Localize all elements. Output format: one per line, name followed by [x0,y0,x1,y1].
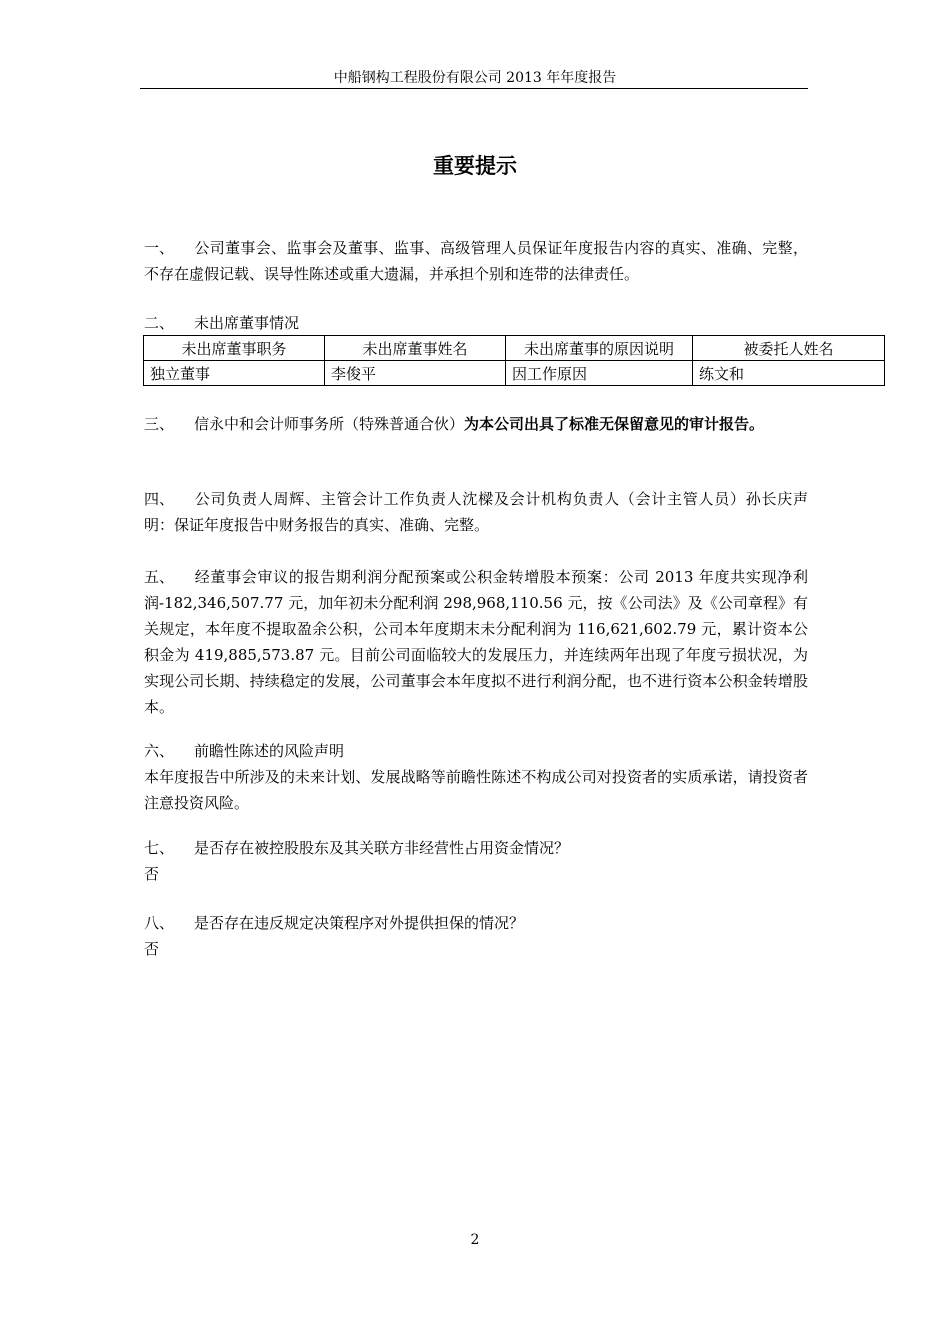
section-6-heading: 前瞻性陈述的风险声明 [194,742,345,760]
section-5-text: 经董事会审议的报告期利润分配预案或公积金转增股本预案：公司 2013 年度共实现净利润-182,346,507.77 元，加年初未分配利润 298,968,110.56 元，按《公司法》及《公司章程》有关规定，本年度不提取盈余公积，公司本年度期末未分配利润为 116,621,602.79 元，累计资本公积金为 419,885,573.87 元。目前公司面临较大的发展压力，并连续两年出现了年度亏损状况，为实现公司长期、持续稳定的发展，公司董事会本年度拟不进行利润分配，也不进行资本公积金转增股本。 [144,568,808,716]
section-8-question: 是否存在违反规定决策程序对外提供担保的情况？ [194,914,525,932]
table-header-cell: 未出席董事的原因说明 [506,336,693,361]
section-2-text: 未出席董事情况 [194,314,300,332]
section-7 [144,835,808,887]
section-6-number: 六、 [144,742,175,760]
header-divider [140,88,808,89]
absent-directors-table [143,335,885,386]
table-cell: 独立董事 [144,361,325,386]
table-row [144,361,885,386]
table-cell: 练文和 [693,361,885,386]
running-header: 中船钢构工程股份有限公司 2013 年年度报告 [333,70,617,86]
section-6-text: 本年度报告中所涉及的未来计划、发展战略等前瞻性陈述不构成公司对投资者的实质承诺，请投资者注意投资风险。 [144,768,808,812]
section-2 [144,310,808,336]
section-1 [144,235,808,287]
section-7-answer: 否 [144,865,160,883]
section-4-text: 公司负责人周辉、主管会计工作负责人沈樑及会计机构负责人（会计主管人员）孙长庆声明：保证年度报告中财务报告的真实、准确、完整。 [144,490,808,534]
section-5-number: 五、 [144,568,175,586]
table-header-cell: 被委托人姓名 [693,336,885,361]
section-1-text: 公司董事会、监事会及董事、监事、高级管理人员保证年度报告内容的真实、准确、完整，不存在虚假记载、误导性陈述或重大遗漏，并承担个别和连带的法律责任。 [144,239,808,283]
table-cell: 李俊平 [325,361,506,386]
section-4-number: 四、 [144,490,175,508]
page-number: 2 [470,1232,480,1248]
section-5 [144,564,808,720]
section-1-number: 一、 [144,239,175,257]
section-2-number: 二、 [144,314,175,332]
table-cell: 因工作原因 [506,361,693,386]
section-3-text-normal: 信永中和会计师事务所（特殊普通合伙） [194,415,465,433]
section-4 [144,486,808,538]
section-3-text-bold: 为本公司出具了标准无保留意见的审计报告。 [464,415,765,433]
section-8-number: 八、 [144,914,175,932]
section-7-question: 是否存在被控股股东及其关联方非经营性占用资金情况？ [194,839,570,857]
table-header-row [144,336,885,361]
section-8 [144,910,808,962]
section-8-answer: 否 [144,940,160,958]
section-6 [144,738,808,816]
section-3-number: 三、 [144,415,175,433]
section-7-number: 七、 [144,839,175,857]
table-header-cell: 未出席董事职务 [144,336,325,361]
page-title: 重要提示 [433,154,517,178]
table-header-cell: 未出席董事姓名 [325,336,506,361]
section-3 [144,411,808,437]
